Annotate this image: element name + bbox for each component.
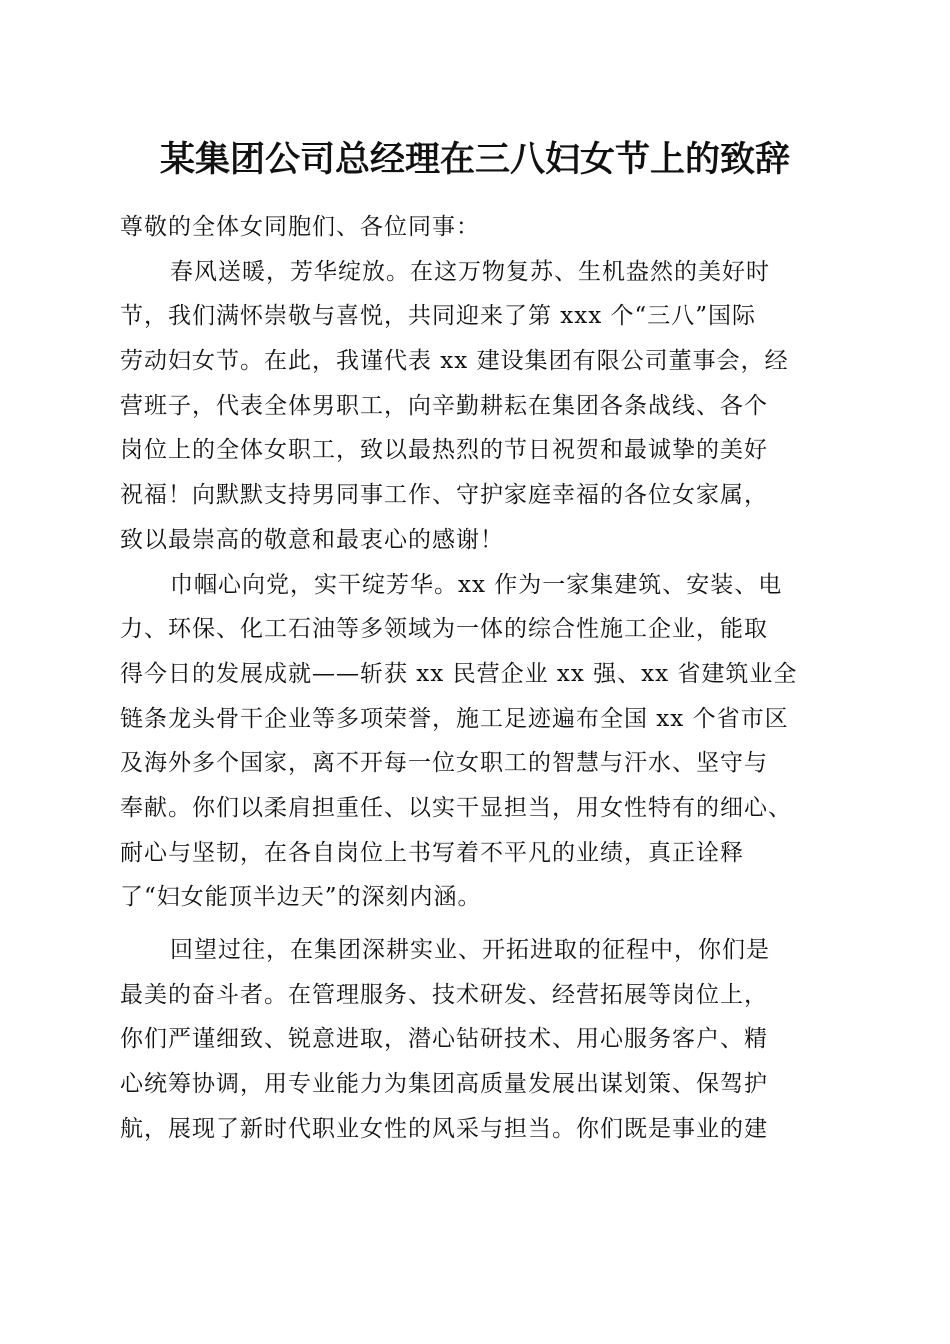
paragraph-line: 奉献。你们以柔肩担重任、以实干显担当，用女性特有的细心、 [120,794,792,821]
paragraph-line: 心统筹协调，用专业能力为集团高质量发展出谋划策、保驾护 [120,1071,768,1098]
paragraph-line: 营班子，代表全体男职工，向辛勤耕耘在集团各条战线、各个 [120,392,768,419]
paragraph-line: 耐心与坚韧，在各自岗位上书写着不平凡的业绩，真正诠释 [120,839,744,866]
paragraph-line: 得今日的发展成就——斩获 xx 民营企业 xx 强、xx 省建筑业全 [120,660,798,687]
paragraph-line: 巾帼心向党，实干绽芳华。xx 作为一家集建筑、安装、电 [170,571,783,598]
paragraph-line: 岗位上的全体女职工，致以最热烈的节日祝贺和最诚挚的美好 [120,437,768,464]
paragraph-line: 力、环保、化工石油等多领域为一体的综合性施工企业，能取 [120,616,768,643]
paragraph-line: 最美的奋斗者。在管理服务、技术研发、经营拓展等岗位上， [120,981,768,1008]
paragraph-line: 了“妇女能顶半边天”的深刻内涵。 [120,884,482,911]
paragraph-3 [120,928,840,1151]
paragraph-gap [120,920,840,928]
document-body [120,205,840,1151]
paragraph-line: 致以最崇高的敬意和最衷心的感谢！ [120,526,504,553]
paragraph-2 [120,563,840,921]
paragraph-line: 春风送暖，芳华绽放。在这万物复苏、生机盎然的美好时 [170,258,770,285]
salutation: 尊敬的全体女同胞们、各位同事： [120,214,480,240]
paragraph-line: 你们严谨细致、锐意进取，潜心钻研技术、用心服务客户、精 [120,1026,768,1053]
paragraph-line: 链条龙头骨干企业等多项荣誉，施工足迹遍布全国 xx 个省市区 [120,705,789,732]
document-title: 某集团公司总经理在三八妇女节上的致辞 [159,139,790,180]
paragraph-line: 祝福！向默默支持男同事工作、守护家庭幸福的各位女家属， [120,482,768,509]
paragraph-line: 劳动妇女节。在此，我谨代表 xx 建设集团有限公司董事会，经 [120,348,789,375]
paragraph-line: 节，我们满怀崇敬与喜悦，共同迎来了第 xxx 个“三八”国际 [120,303,757,330]
paragraph-1 [120,250,840,563]
paragraph-line: 及海外多个国家，离不开每一位女职工的智慧与汗水、坚守与 [120,750,768,777]
paragraph-line: 回望过往，在集团深耕实业、开拓进取的征程中，你们是 [170,937,770,963]
paragraph-line: 航，展现了新时代职业女性的风采与担当。你们既是事业的建 [120,1115,768,1142]
